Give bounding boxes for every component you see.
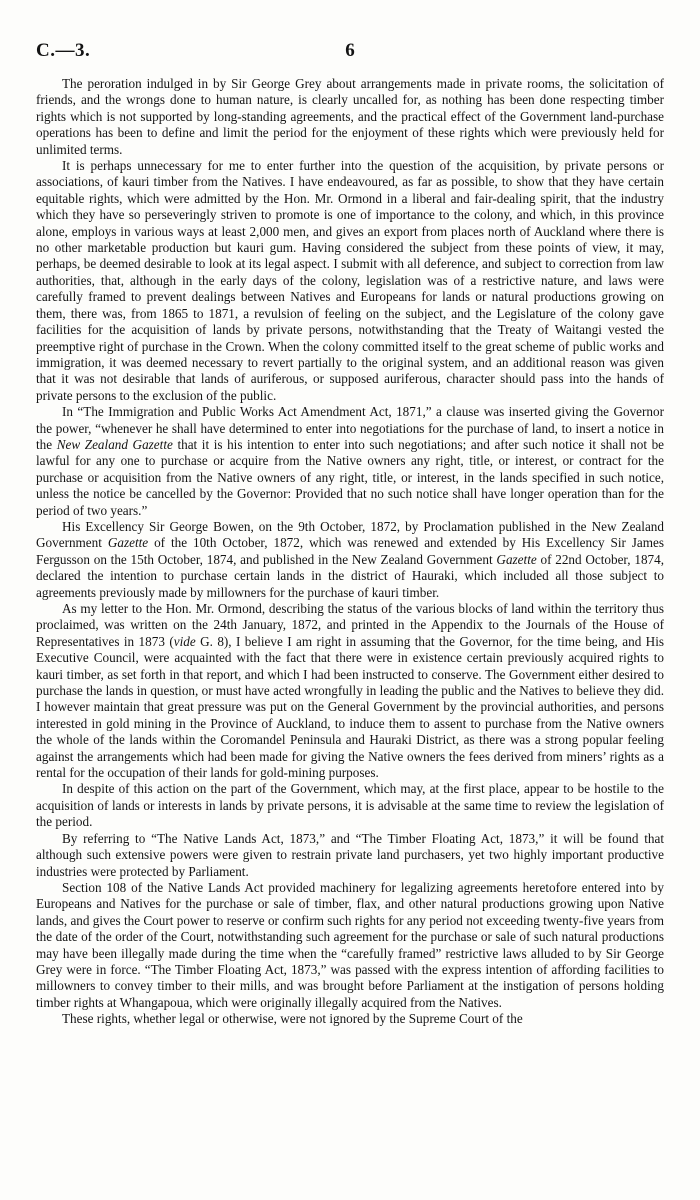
vide-reference: vide [173,633,196,649]
paragraph-ormond-letter: As my letter to the Hon. Mr. Ormond, describing the status of the various blocks of land within the territory thus proclaimed, was written on the 24th January, 1872, and printed in the Appendix to the Journals of the House of Representatives in 1873 (vide G. 8), I believe I am right in assuming that the Governor, for the time being, and His Executive Council, were acquainted with the fact that there were in existence certain previously acquired rights to kauri timber, as set forth in that report, and which I had been instructed to conserve. The Government either desired to purchase the lands in question, or must have acted wrongfully in leading the public and the Natives to believe they did. I however maintain that great pressure was put on the General Government by the provincial authorities, and persons interested in gold mining in the Province of Auckland, to induce them to assent to purchase from the Native owners the whole of the lands within the Coromandel Peninsula and Hauraki District, as there was a strong popular feeling against the arrangements which had been made for giving the Native owners the fees derived from miners’ rights as a rental for the occupation of their lands for gold-mining purposes. [36,601,665,781]
paragraph-acquisition: It is perhaps unnecessary for me to enter further into the question of the acquisition, by private persons or associations, of kauri timber from the Natives. I have endeavoured, as far as possible, to show that they have certain equitable rights, which were admitted by the Hon. Mr. Ormond in a liberal and fair-dealing spirit, that the industry which they have so perseveringly striven to promote is one of importance to the colony, and which, in this province alone, employs in various ways at least 2,000 men, and gives an export from places north of Auckland where there is no other marketable production but kauri gum. Having considered the subject from these points of view, it may, perhaps, be deemed desirable to look at its legal aspect. I submit with all deference, and subject to correction from law authorities, that, although in the early days of the colony, legislation was of a restrictive nature, and laws were carefully framed to prevent dealings between Natives and Europeans for lands or natural productions growing on them, there was, from 1865 to 1871, a revulsion of feeling on the subject, and the Legislature of the colony gave facilities for the acquisition of lands by private persons, notwithstanding that the Treaty of Waitangi vested the preemptive right of purchase in the Crown. When the colony committed itself to the great scheme of public works and immigration, it was deemed necessary to revert partially to the original system, and an additional reason was given that it was not desirable that lands of auriferous, or supposed auriferous, character should pass into the hands of private persons to the exclusion of the public. [36,158,664,403]
paragraph-peroration: The peroration indulged in by Sir George Grey about arrangements made in private rooms, the solicitation of friends, and the wrongs done to human nature, is clearly uncalled for, as nothing has been done respecting timber rights which is not supported by long-standing agreements, and the practical effect of the Government land-purchase operations has been to define and limit the period for the enjoyment of these rights which were previously held for unlimited terms. [36,76,664,157]
page-number: 6 [345,40,355,61]
paragraph-section-108: Section 108 of the Native Lands Act provided machinery for legalizing agreements heretofore entered into by Europeans and Natives for the purchase or sale of timber, flax, and other natural productions growing upon Native lands, and gives the Court power to reserve or confirm such rights for any period not exceeding twenty-five years from the date of the order of the Court, notwithstanding such agreement for the purchase or sale of such natural productions may have been illegally made during the time when the “carefully framed” restrictive laws alluded to by Sir George Grey were in force. “The Timber Floating Act, 1873,” was passed with the express intention of affording facilities to millowners to convey timber to their mills, and was brought before Parliament at the instigation of persons holding timber rights at Whangapoua, which were originally illegally acquired from the Natives. [36,879,664,1010]
paragraph-native-lands-act: By referring to “The Native Lands Act, 1873,” and “The Timber Floating Act, 1873,” it will be found that although such extensive powers were given to restrain private land purchasers, yet two highly important productive industries were protected by Parliament. [36,830,664,879]
document-body [36,76,664,1028]
gazette-title: New Zealand Gazette [56,436,173,452]
paragraph-supreme-court: These rights, whether legal or otherwise, were not ignored by the Supreme Court of the [62,1011,523,1027]
document-reference: C.—3. [36,40,91,61]
page-header [36,40,664,66]
paragraph-government-action: In despite of this action on the part of the Government, which may, at the first place, appear to be hostile to the acquisition of lands or interests in lands by private persons, it is advisable at the same time to review the legislation of the period. [36,781,664,830]
gazette-title: Gazette [496,551,537,567]
paragraph-proclamation: His Excellency Sir George Bowen, on the 9th October, 1872, by Proclamation published in the New Zealand Government Gazette of the 10th October, 1872, which was renewed and extended by His Excellency Sir James Fergusson on the 15th October, 1874, and published in the New Zealand Government Gazette of 22nd October, 1874, declared the intention to purchase certain lands in the district of Hauraki, which included all those subject to agreements previously made by millowners for the purchase of kauri timber. [36,518,665,600]
paragraph-immigration-act: In “The Immigration and Public Works Act Amendment Act, 1871,” a clause was inserted giving the Governor the power, “whenever he shall have determined to enter into negotiations for the purchase of land, to insert a notice in the New Zealand Gazette that it is his intention to enter into such negotiations; and after such notice it shall not be lawful for any one to purchase or acquire from the Native owners any right, title, or interest, or contract for the purchase or acquisition from the Native owners of any right, title, or interest, in the lands specified in such notice, unless the notice be cancelled by the Governor: Provided that no such notice shall have longer operation than for the period of two years.” [36,404,665,518]
gazette-title: Gazette [107,535,149,551]
